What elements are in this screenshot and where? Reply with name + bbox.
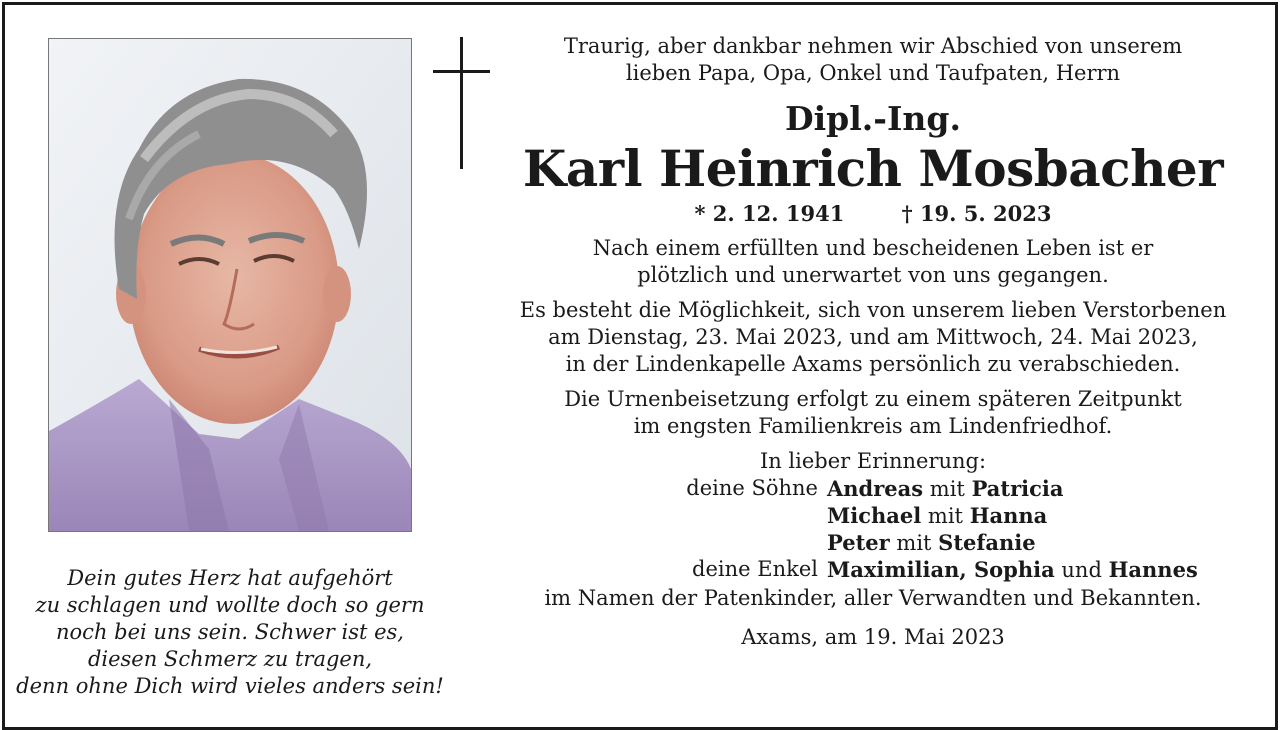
paragraph2-line: Es besteht die Möglichkeit, sich von unserem lieben Verstorbenen xyxy=(519,298,1227,322)
son-name: Peter xyxy=(827,530,890,555)
quote-line: denn ohne Dich wird vieles anders sein! xyxy=(16,674,444,698)
paragraph3-line: im engsten Familienkreis am Lindenfriedhof. xyxy=(633,414,1113,438)
paragraph1-line: Nach einem erfüllten und bescheidenen Leben ist er xyxy=(592,236,1154,260)
closing-line: im Namen der Patenkinder, aller Verwandten und Bekannten. xyxy=(544,586,1202,610)
family-list xyxy=(473,475,1273,585)
son-name: Andreas xyxy=(827,476,924,501)
grandchildren-entry xyxy=(827,556,1198,584)
son-conj: mit xyxy=(927,504,963,528)
son-entry xyxy=(827,502,1047,530)
intro-line: lieben Papa, Opa, Onkel und Taufpaten, Herrn xyxy=(625,61,1121,85)
intro-line: Traurig, aber dankbar nehmen wir Abschied von unserem xyxy=(563,34,1183,58)
paragraph3-line: Die Urnenbeisetzung erfolgt zu einem späteren Zeitpunkt xyxy=(564,387,1182,411)
son-partner: Patricia xyxy=(971,476,1064,501)
grandchildren-conj: und xyxy=(1061,558,1102,582)
son-entry xyxy=(827,529,1036,557)
grandchildren-label: deine Enkel xyxy=(692,557,818,581)
portrait-photo xyxy=(48,38,412,532)
quote-line: Dein gutes Herz hat aufgehört xyxy=(67,566,393,590)
son-conj: mit xyxy=(896,531,932,555)
deceased-title: Dipl.-Ing. xyxy=(785,99,961,138)
son-name: Michael xyxy=(827,503,922,528)
paragraph2-line: in der Lindenkapelle Axams persönlich zu verabschieden. xyxy=(565,352,1181,376)
place-date: Axams, am 19. Mai 2023 xyxy=(741,625,1005,649)
son-partner: Hanna xyxy=(969,503,1048,528)
grandchildren-last: Hannes xyxy=(1108,557,1198,582)
portrait-illustration xyxy=(49,39,411,531)
grandchildren-names: Maximilian, Sophia xyxy=(827,557,1055,582)
quote-line: diesen Schmerz zu tragen, xyxy=(87,647,373,671)
obituary-card xyxy=(2,2,1278,730)
paragraph1-line: plötzlich und unerwartet von uns gegangen. xyxy=(637,263,1109,287)
obituary-text xyxy=(473,33,1273,651)
paragraph2-line: am Dienstag, 23. Mai 2023, und am Mittwoch, 24. Mai 2023, xyxy=(548,325,1198,349)
remembrance-heading: In lieber Erinnerung: xyxy=(759,449,987,473)
son-entry xyxy=(827,475,1064,503)
deceased-name: Karl Heinrich Mosbacher xyxy=(522,139,1224,198)
quote-line: zu schlagen und wollte doch so gern xyxy=(35,593,425,617)
quote-line: noch bei uns sein. Schwer ist es, xyxy=(56,620,404,644)
birth-date: * 2. 12. 1941 xyxy=(694,201,845,226)
life-dates xyxy=(473,199,1273,229)
sons-label: deine Söhne xyxy=(686,476,818,500)
death-date: † 19. 5. 2023 xyxy=(901,201,1052,226)
memorial-quote xyxy=(5,565,455,700)
son-conj: mit xyxy=(929,477,965,501)
son-partner: Stefanie xyxy=(938,530,1036,555)
